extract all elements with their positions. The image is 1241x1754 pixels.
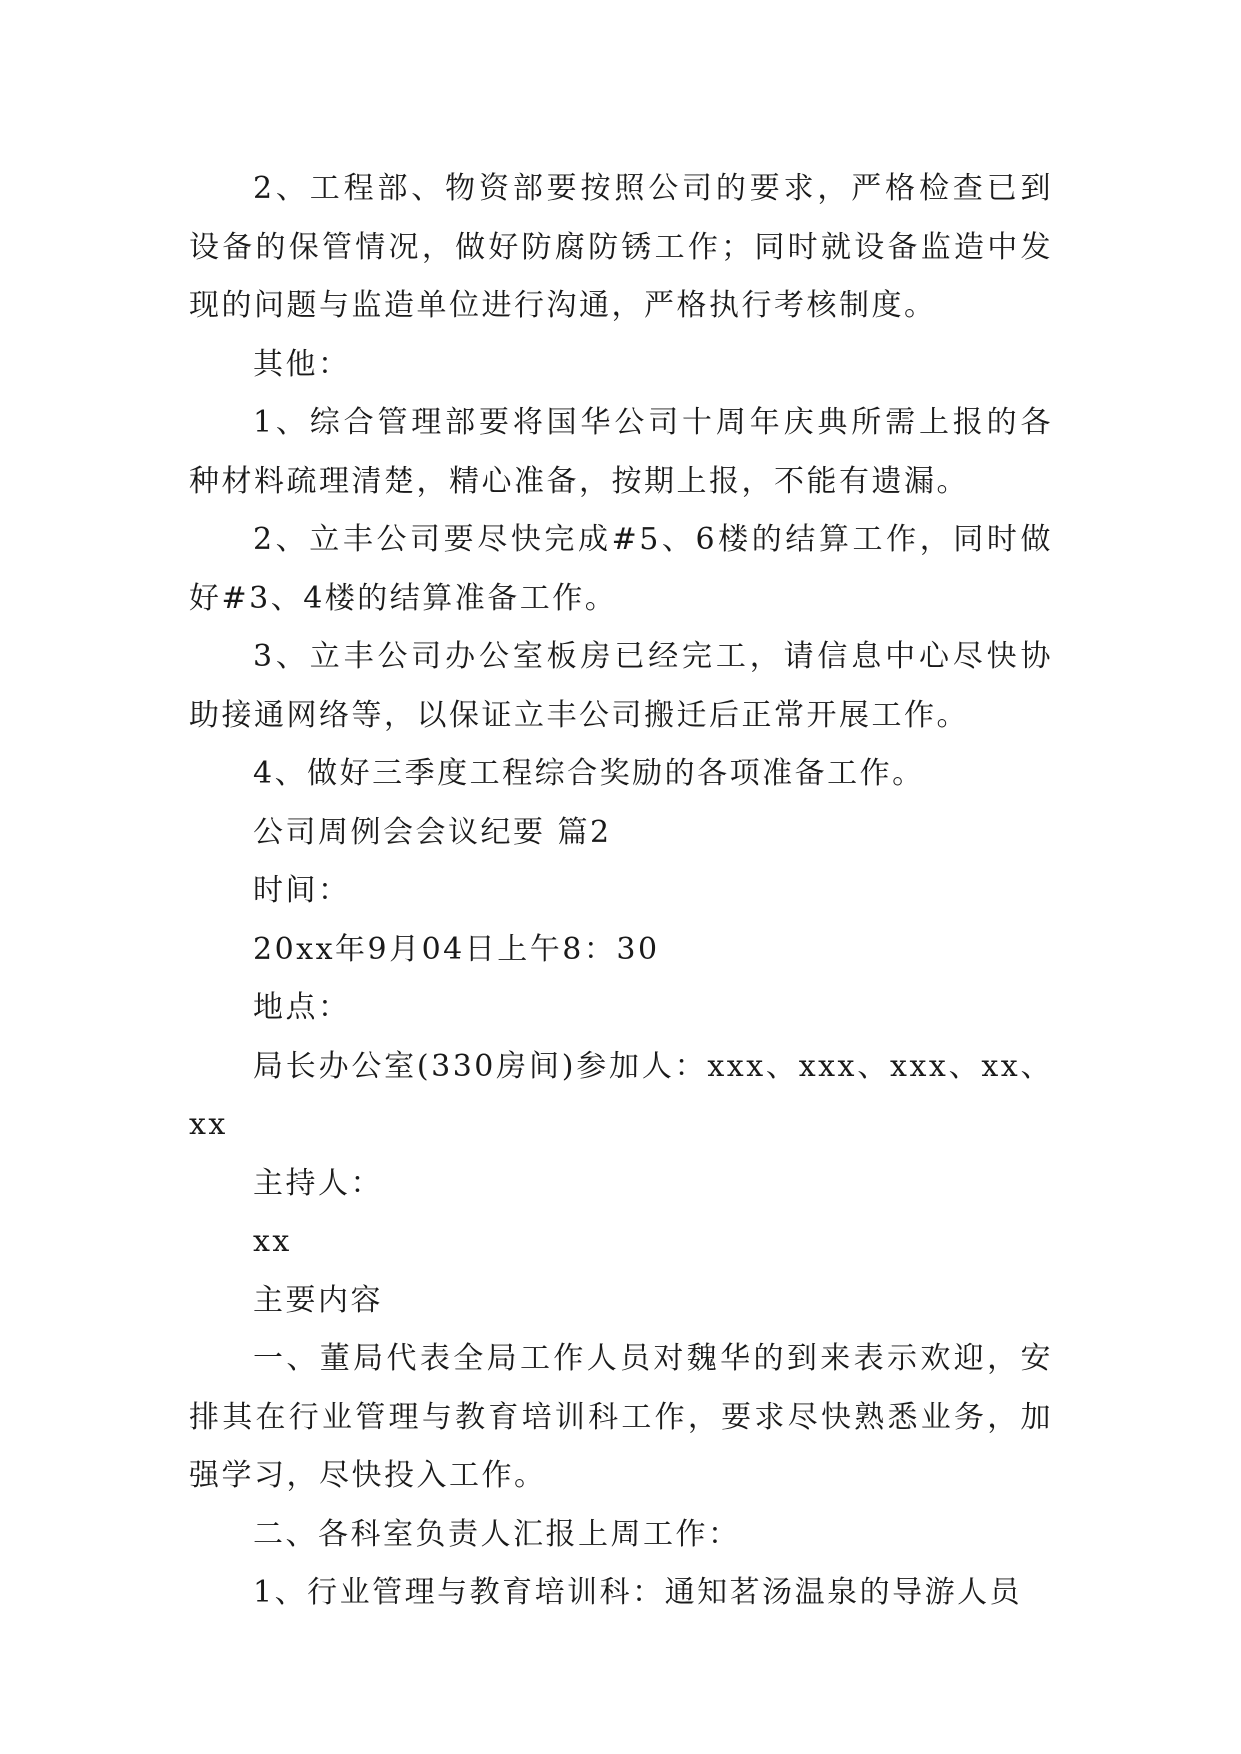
host-label: 主持人： — [253, 1165, 383, 1201]
paragraph-equipment-storage: 2、工程部、物资部要按照公司的要求，严格检查已到设备的保管情况，做好防腐防锈工作；同时就设备监造中发现的问题与监造单位进行沟通，严格执行考核制度。 — [189, 171, 1053, 323]
time-value: 20xx年9月04日上午8：30 — [253, 931, 660, 967]
section-title: 公司周例会会议纪要 篇2 — [253, 814, 612, 850]
paragraph-awards: 4、做好三季度工程综合奖励的各项准备工作。 — [253, 756, 925, 791]
paragraph-welcome: 一、董局代表全局工作人员对魏华的到来表示欢迎，安排其在行业管理与教育培训科工作，要求尽快熟悉业务，加强学习，尽快投入工作。 — [189, 1341, 1053, 1493]
location-label: 地点： — [253, 990, 351, 1025]
time-label: 时间： — [253, 873, 351, 908]
paragraph-settlement: 2、立丰公司要尽快完成#5、6楼的结算工作，同时做好#3、4楼的结算准备工作。 — [189, 522, 1053, 616]
paragraph-other-heading: 其他： — [253, 346, 351, 382]
host-value: xx — [253, 1224, 292, 1259]
paragraph-training-dept: 1、行业管理与教育培训科：通知茗汤温泉的导游人员 — [253, 1575, 1023, 1610]
location-attendees: 局长办公室(330房间)参加人：xxx、xxx、xxx、xx、xx — [189, 1048, 1053, 1142]
paragraph-network: 3、立丰公司办公室板房已经完工，请信息中心尽快协助接通网络等，以保证立丰公司搬迁后正常开展工作。 — [189, 639, 1053, 733]
document-body — [189, 160, 1053, 1623]
paragraph-reports-heading: 二、各科室负责人汇报上周工作： — [253, 1516, 741, 1552]
paragraph-materials: 1、综合管理部要将国华公司十周年庆典所需上报的各种材料疏理清楚，精心准备，按期上报，不能有遗漏。 — [189, 405, 1053, 499]
main-content-heading: 主要内容 — [253, 1282, 383, 1318]
